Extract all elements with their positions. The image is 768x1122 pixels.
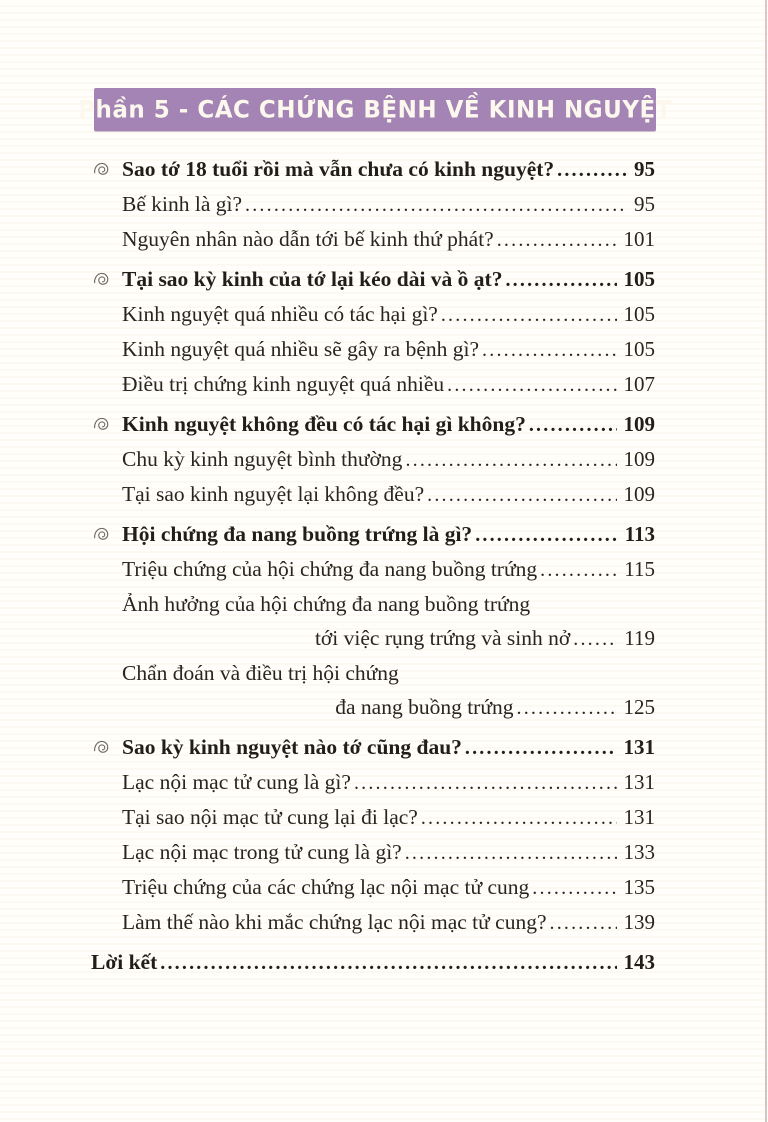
- dot-leader: [354, 765, 617, 800]
- toc-sub-entry: [122, 187, 655, 222]
- dot-leader: [405, 835, 617, 870]
- spiral-bullet-icon: [92, 160, 110, 178]
- toc-entry-page: 101: [623, 227, 655, 251]
- toc-entry-page: 107: [623, 372, 655, 396]
- toc-entry-title: Lạc nội mạc trong tử cung là gì?: [122, 840, 402, 864]
- toc-sub-entry: [122, 367, 655, 402]
- dot-leader: [482, 332, 616, 367]
- toc-entry-page: 105: [623, 302, 655, 326]
- toc-entry-page: 109: [623, 447, 655, 471]
- toc-sub-entry: [122, 477, 655, 512]
- toc-entry-page: 115: [624, 557, 655, 581]
- dot-leader: [497, 222, 617, 257]
- dot-leader: [160, 945, 616, 980]
- toc-entry-title: Kinh nguyệt quá nhiều sẽ gây ra bệnh gì?: [122, 337, 480, 361]
- toc-entry-title: Nguyên nhân nào dẫn tới bế kinh thứ phát?: [122, 227, 494, 251]
- toc-entry-title-line2: đa nang buồng trứng: [335, 695, 514, 719]
- toc-section-entry: [122, 730, 655, 765]
- toc-entry-page: 95: [634, 192, 655, 216]
- toc-entry-title-line1: Ảnh hưởng của hội chứng đa nang buồng trứng: [122, 592, 531, 616]
- toc-sub-entry: [122, 870, 655, 905]
- toc-closing-entry: [91, 945, 655, 980]
- toc-section-entry: [122, 262, 655, 297]
- toc-entry-title: Hội chứng đa nang buồng trứng là gì?: [122, 522, 473, 546]
- toc-sub-entry-two-line: [122, 656, 655, 725]
- toc-entry-title: Triệu chứng của các chứng lạc nội mạc tử cung: [122, 875, 530, 899]
- spiral-bullet-icon: [92, 270, 110, 288]
- toc-entry-page: 113: [624, 522, 655, 546]
- toc-sub-entry: [122, 552, 655, 587]
- toc-entry-page: 119: [624, 626, 655, 650]
- toc-entry-title-line2: tới việc rụng trứng và sinh nở: [314, 626, 571, 650]
- dot-leader: [540, 552, 617, 587]
- toc-entry-page: 143: [623, 950, 655, 974]
- toc-section-entry: [122, 407, 655, 442]
- toc-entry-title: Sao kỳ kinh nguyệt nào tớ cũng đau?: [122, 735, 462, 759]
- toc-entry-page: 105: [623, 267, 655, 291]
- dot-leader: [441, 297, 617, 332]
- dot-leader: [447, 367, 616, 402]
- part-header-banner: [78, 88, 672, 131]
- toc-entry-title: Sao tớ 18 tuổi rồi mà vẫn chưa có kinh nguyệt?: [122, 157, 555, 181]
- table-of-contents: [91, 147, 655, 980]
- toc-entry-page: 95: [634, 157, 655, 181]
- dot-leader: [475, 517, 617, 552]
- toc-sub-entry: [122, 800, 655, 835]
- toc-sub-entry: [122, 332, 655, 367]
- dot-leader: [245, 187, 627, 222]
- spiral-bullet-icon: [92, 415, 110, 433]
- toc-entry-page: 135: [623, 875, 655, 899]
- dot-leader: [505, 262, 616, 297]
- toc-section-entry: [122, 152, 655, 187]
- toc-entry-page: 125: [623, 695, 655, 719]
- toc-sub-entry: [122, 765, 655, 800]
- dot-leader: [421, 800, 617, 835]
- scanned-page-edge: [765, 0, 767, 1122]
- toc-section-entry: [122, 517, 655, 552]
- toc-entry-page: 109: [623, 412, 655, 436]
- toc-entry-title: Triệu chứng của hội chứng đa nang buồng trứng: [122, 557, 538, 581]
- toc-entry-page: 109: [623, 482, 655, 506]
- toc-sub-entry: [122, 835, 655, 870]
- dot-leader: [573, 621, 617, 656]
- toc-sub-entry-two-line: [122, 587, 655, 656]
- spiral-bullet-icon: [92, 525, 110, 543]
- toc-entry-page: 131: [623, 735, 655, 759]
- toc-entry-title: Tại sao kinh nguyệt lại không đều?: [122, 482, 425, 506]
- toc-entry-title: Tại sao kỳ kinh của tớ lại kéo dài và ồ ạt?: [122, 267, 503, 291]
- dot-leader: [517, 690, 617, 725]
- spiral-bullet-icon: [92, 738, 110, 756]
- toc-entry-page: 133: [623, 840, 655, 864]
- dot-leader: [529, 407, 617, 442]
- toc-entry-title: Lời kết: [91, 950, 158, 974]
- toc-entry-page: 131: [623, 770, 655, 794]
- toc-entry-title-line1: Chẩn đoán và điều trị hội chứng: [122, 661, 399, 685]
- toc-sub-entry: [122, 905, 655, 940]
- dot-leader: [465, 730, 617, 765]
- dot-leader: [557, 152, 627, 187]
- toc-sub-entry: [122, 222, 655, 257]
- toc-entry-page: 131: [623, 805, 655, 829]
- toc-sub-entry: [122, 442, 655, 477]
- toc-entry-title: Kinh nguyệt quá nhiều có tác hại gì?: [122, 302, 438, 326]
- toc-entry-title: Lạc nội mạc tử cung là gì?: [122, 770, 351, 794]
- toc-entry-page: 139: [623, 910, 655, 934]
- part-title: Phần 5 - CÁC CHỨNG BỆNH VỀ KINH NGUYỆT: [78, 95, 672, 124]
- dot-leader: [427, 477, 616, 512]
- dot-leader: [532, 870, 616, 905]
- toc-sub-entry: [122, 297, 655, 332]
- toc-entry-page: 105: [623, 337, 655, 361]
- dot-leader: [550, 905, 617, 940]
- toc-entry-title: Bế kinh là gì?: [122, 192, 243, 216]
- toc-entry-title: Tại sao nội mạc tử cung lại đi lạc?: [122, 805, 418, 829]
- toc-entry-title: Làm thế nào khi mắc chứng lạc nội mạc tử cung?: [122, 910, 547, 934]
- toc-entry-title: Chu kỳ kinh nguyệt bình thường: [122, 447, 403, 471]
- toc-entry-title: Kinh nguyệt không đều có tác hại gì không?: [122, 412, 526, 436]
- toc-entry-title: Điều trị chứng kinh nguyệt quá nhiều: [122, 372, 445, 396]
- dot-leader: [405, 442, 616, 477]
